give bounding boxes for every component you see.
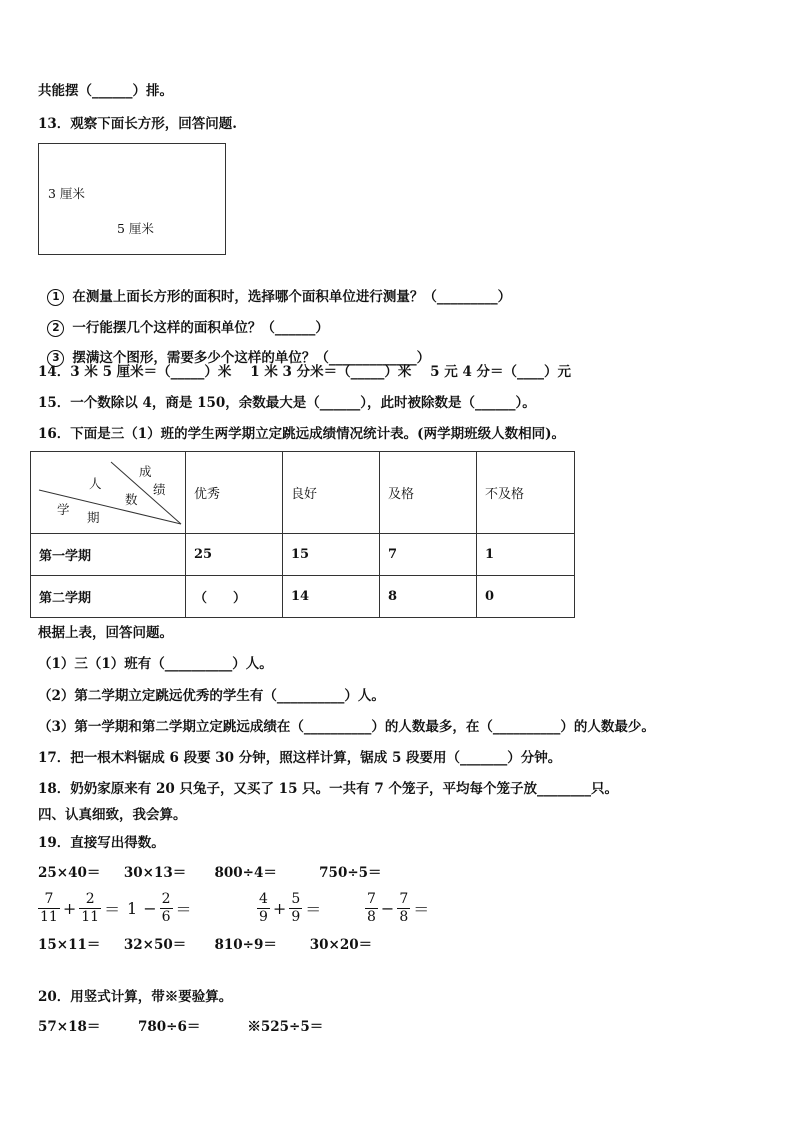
question-16-note: 根据上表，回答问题。 (38, 625, 173, 641)
plus-sign: + (62, 899, 77, 918)
table-cell: 7 (380, 534, 477, 576)
row-label-term-2: 第二学期 (31, 576, 186, 618)
question-20-title: 20．用竖式计算，带※要验算。 (38, 989, 233, 1005)
question-16-part-2: （2）第二学期立定跳远优秀的学生有（__________）人。 (38, 688, 385, 704)
minus-sign: − (380, 899, 395, 918)
fraction (38, 891, 60, 926)
equals-sign: ＝ (104, 900, 121, 919)
numerator: 7 (367, 891, 376, 907)
fraction (160, 891, 173, 926)
corner-label-shu: 数 (125, 492, 138, 507)
question-16-part-1: （1）三（1）班有（__________）人。 (38, 656, 273, 672)
fraction-expression-2 (124, 891, 195, 926)
corner-label-ren: 人 (89, 476, 102, 491)
section-4-heading: 四、认真细致，我会算。 (38, 807, 187, 823)
row-label-term-1: 第一学期 (31, 534, 186, 576)
equals-sign: ＝ (305, 900, 322, 919)
header-pass: 及格 (380, 452, 477, 534)
table-cell: 14 (283, 576, 380, 618)
fraction-expression-4 (365, 891, 432, 926)
table-cell: 1 (477, 534, 575, 576)
denominator: 8 (399, 909, 409, 925)
question-19-row-3: 15×11＝ 32×50＝ 810÷9＝ 30×20＝ (38, 937, 373, 953)
question-20-row: 57×18＝ 780÷6＝ ※525÷5＝ (38, 1019, 324, 1035)
question-19-row-1: 25×40＝ 30×13＝ 800÷4＝ 750÷5＝ (38, 865, 382, 881)
question-13-part-1-text: 在测量上面长方形的面积时，选择哪个面积单位进行测量？（_________） (72, 289, 512, 305)
plus-sign: + (272, 899, 287, 918)
numerator: 5 (291, 891, 301, 907)
table-cell: 25 (186, 534, 283, 576)
fraction-expression-1 (38, 891, 123, 926)
question-13-part-3-text: 摆满这个图形，需要多少个这样的单位？（_____________） (72, 350, 431, 366)
table-cell-blank: （ ） (186, 576, 283, 618)
question-16-part-3: （3）第一学期和第二学期立定跳远成绩在（__________）的人数最多，在（__________）的人数最少。 (38, 719, 655, 735)
denominator: 11 (40, 909, 58, 925)
corner-label-qi: 期 (87, 510, 100, 525)
denominator: 9 (291, 909, 301, 925)
circled-number-2: 2 (47, 320, 64, 337)
table-row (31, 576, 575, 618)
corner-label-ji: 绩 (153, 482, 166, 497)
fraction (397, 891, 410, 926)
denominator: 6 (161, 909, 171, 925)
equals-sign: ＝ (413, 900, 430, 919)
fraction (365, 891, 378, 926)
rect-bottom-label: 5 厘米 (117, 221, 154, 236)
denominator: 11 (81, 909, 100, 925)
numerator: 2 (79, 891, 101, 909)
header-good: 良好 (283, 452, 380, 534)
corner-label-cheng: 成 (139, 464, 152, 479)
header-fail: 不及格 (477, 452, 575, 534)
question-17: 17．把一根木料锯成 6 段要 30 分钟，照这样计算，锯成 5 段要用（_______）分钟。 (38, 750, 562, 766)
question-19-title: 19．直接写出得数。 (38, 835, 165, 851)
circled-number-1: 1 (47, 289, 64, 306)
corner-label-xue: 学 (57, 502, 70, 517)
fraction (289, 891, 302, 926)
question-12-tail: 共能摆（______）排。 (38, 83, 173, 99)
numerator: 2 (161, 891, 171, 907)
stats-table (30, 451, 575, 618)
numerator: 7 (399, 891, 409, 907)
numerator: 7 (38, 891, 60, 909)
numerator: 4 (259, 891, 268, 907)
table-corner-cell (31, 452, 186, 534)
rectangle-figure (38, 143, 226, 255)
question-14: 14．3 米 5 厘米＝（_____）米 1 米 3 分米＝（_____）米 5 元 4 分＝（____）元 (38, 364, 572, 380)
fraction (257, 891, 270, 926)
question-13-title: 13．观察下面长方形，回答问题. (38, 116, 237, 132)
question-13-part-3 (38, 331, 430, 367)
denominator: 9 (259, 909, 268, 925)
integer-one: 1 (127, 899, 138, 918)
question-16-title: 16．下面是三（1）班的学生两学期立定跳远成绩情况统计表。(两学期班级人数相同)。 (38, 426, 565, 442)
question-13-part-2-text: 一行能摆几个这样的面积单位？（______） (72, 320, 329, 336)
rect-side-label: 3 厘米 (48, 186, 85, 201)
header-excellent: 优秀 (186, 452, 283, 534)
minus-sign: − (143, 899, 157, 918)
table-header-row (31, 452, 575, 534)
question-18: 18．奶奶家原来有 20 只兔子，又买了 15 只。一共有 7 个笼子，平均每个笼子放________只。 (38, 781, 618, 797)
table-cell: 15 (283, 534, 380, 576)
fraction-expression-3 (257, 891, 324, 926)
fraction (79, 891, 101, 926)
table-cell: 0 (477, 576, 575, 618)
table-cell: 8 (380, 576, 477, 618)
denominator: 8 (367, 909, 376, 925)
equals-sign: ＝ (175, 900, 192, 919)
table-row (31, 534, 575, 576)
circled-number-3: 3 (47, 350, 64, 367)
question-15: 15．一个数除以 4，商是 150，余数最大是（______），此时被除数是（______）。 (38, 395, 536, 411)
